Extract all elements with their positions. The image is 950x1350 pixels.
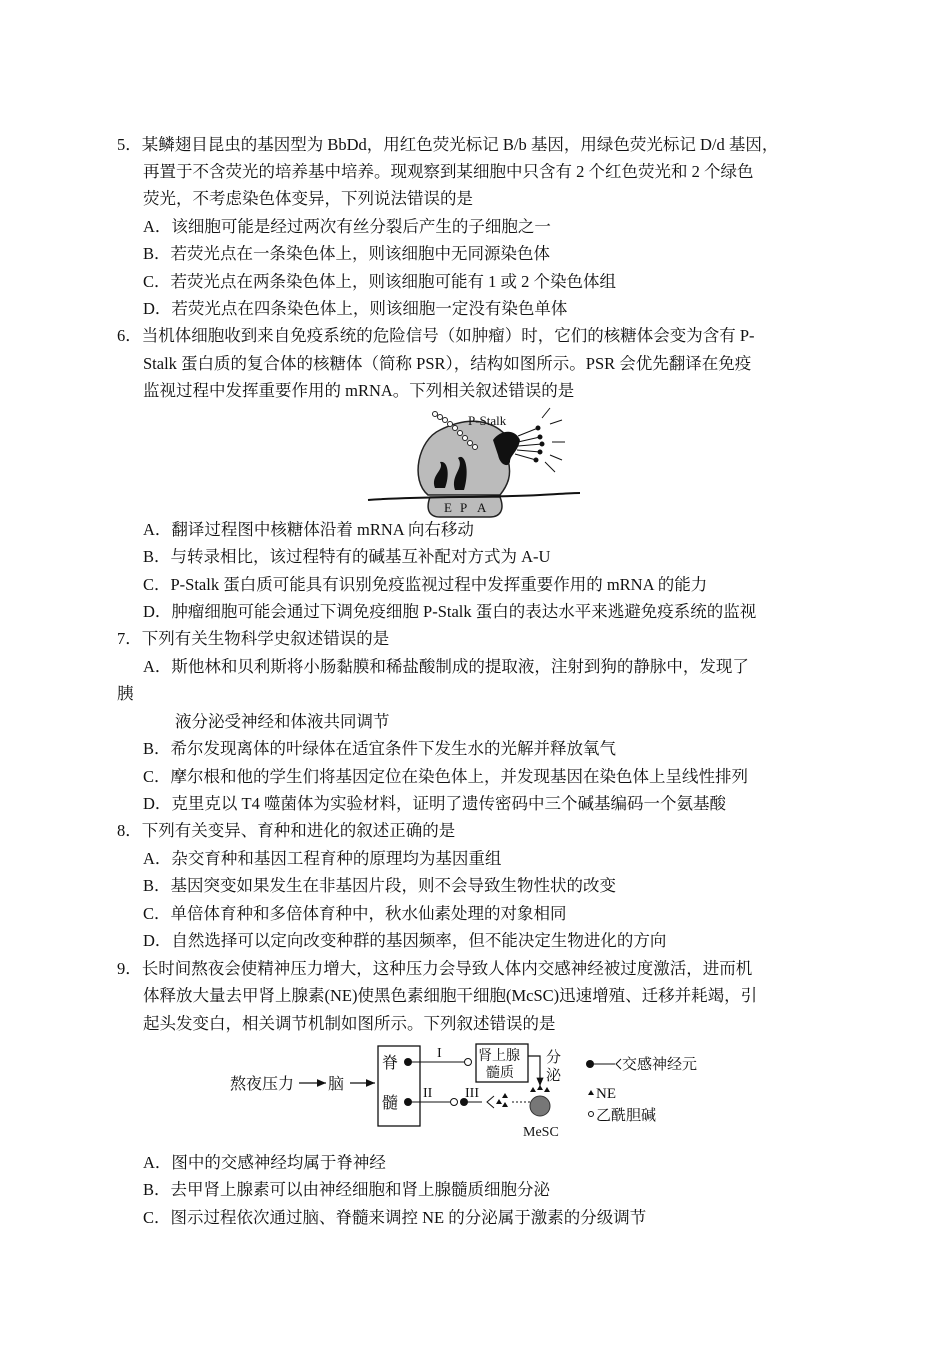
option-a: A．翻译过程图中核糖体沿着 mRNA 向右移动 <box>143 520 474 539</box>
legend-ne-label: NE <box>596 1086 616 1102</box>
secrete-label-1: 分 <box>546 1050 562 1066</box>
pathway-iii-label: III <box>465 1086 479 1101</box>
pathway-ii-label: II <box>423 1086 433 1101</box>
p-site-label: P <box>460 500 468 515</box>
question-text: 9．长时间熬夜会使精神压力增大，这种压力会导致人体内交感神经被过度激活，进而机 <box>117 959 753 978</box>
option-c: C．P-Stalk 蛋白质可能具有识别免疫监视过程中发挥重要作用的 mRNA 的能力 <box>143 575 708 594</box>
secrete-label-2: 泌 <box>546 1068 562 1084</box>
option-b: B．基因突变如果发生在非基因片段，则不会导致生物性状的改变 <box>143 876 617 895</box>
question-text: 监视过程中发挥重要作用的 mRNA。下列相关叙述错误的是 <box>143 381 575 400</box>
question-text: 6．当机体细胞收到来自免疫系统的危险信号（如肿瘤）时，它们的核糖体会变为含有 P- <box>117 326 755 345</box>
option-d: D．肿瘤细胞可能会通过下调免疫细胞 P-Stalk 蛋白的表达水平来逃避免疫系统的监视 <box>143 602 757 621</box>
question-text: 荧光，不考虑染色体变异，下列说法错误的是 <box>143 189 473 208</box>
option-d: D．若荧光点在四条染色体上，则该细胞一定没有染色单体 <box>143 299 568 318</box>
p-stalk-label: P-Stalk <box>468 413 507 428</box>
option-b: B．若荧光点在一条染色体上，则该细胞中无同源染色体 <box>143 244 551 263</box>
option-d: D．自然选择可以定向改变种群的基因频率，但不能决定生物进化的方向 <box>143 931 667 950</box>
option-a: A．该细胞可能是经过两次有丝分裂后产生的子细胞之一 <box>143 217 551 236</box>
spine-label-1: 脊 <box>382 1055 399 1072</box>
question-text: 体释放大量去甲肾上腺素(NE)使黑色素细胞干细胞(McSC)迅速增殖、迁移并耗竭，引 <box>143 986 758 1005</box>
option-b: B．去甲肾上腺素可以由神经细胞和肾上腺髓质细胞分泌 <box>143 1180 551 1199</box>
option-d: D．克里克以 T4 噬菌体为实验材料，证明了遗传密码中三个碱基编码一个氨基酸 <box>143 794 726 813</box>
question-text: 起头发变白，相关调节机制如图所示。下列叙述错误的是 <box>143 1014 556 1033</box>
option-a: A．图中的交感神经均属于脊神经 <box>143 1153 386 1172</box>
question-text: Stalk 蛋白质的复合体的核糖体（简称 PSR），结构如图所示。PSR 会优先翻译在免疫 <box>143 354 752 373</box>
option-c: C．摩尔根和他的学生们将基因定位在染色体上，并发现基因在染色体上呈线性排列 <box>143 767 749 786</box>
regulation-diagram <box>220 1040 730 1140</box>
option-a-wrap: 胰 <box>117 684 134 703</box>
option-c: C．单倍体育种和多倍体育种中，秋水仙素处理的对象相同 <box>143 904 567 923</box>
mesc-cell <box>530 1096 550 1116</box>
adrenal-label-1: 肾上腺 <box>478 1049 520 1064</box>
option-c: C．图示过程依次通过脑、脊髓来调控 NE 的分泌属于激素的分级调节 <box>143 1208 647 1227</box>
ribosome-figure <box>360 400 620 520</box>
legend-ach-label: 乙酰胆碱 <box>596 1108 657 1124</box>
a-site-label: A <box>477 500 487 515</box>
p-stalk-arms <box>515 408 565 472</box>
legend-neuron-label: 交感神经元 <box>622 1057 698 1073</box>
question-text: 5．某鳞翅目昆虫的基因型为 BbDd，用红色荧光标记 B/b 基因，用绿色荧光标记 D/d 基因， <box>117 135 779 154</box>
e-site-label: E <box>444 500 452 515</box>
question-text: 7．下列有关生物科学史叙述错误的是 <box>117 629 390 648</box>
stress-label: 熬夜压力 <box>230 1076 295 1093</box>
option-b: B．与转录相比，该过程特有的碱基互补配对方式为 A-U <box>143 547 551 566</box>
option-a: A．斯他林和贝利斯将小肠黏膜和稀盐酸制成的提取液，注射到狗的静脉中，发现了 <box>143 657 749 676</box>
adrenal-label-2: 髓质 <box>486 1066 514 1081</box>
option-a: A．杂交育种和基因工程育种的原理均为基因重组 <box>143 849 502 868</box>
option-c: C．若荧光点在两条染色体上，则该细胞可能有 1 或 2 个染色体组 <box>143 272 617 291</box>
question-text: 8．下列有关变异、育种和进化的叙述正确的是 <box>117 821 456 840</box>
spine-label-2: 髓 <box>382 1095 399 1112</box>
pathway-i-label: I <box>437 1046 442 1061</box>
mesc-label: MeSC <box>523 1125 559 1140</box>
option-b: B．希尔发现离体的叶绿体在适宜条件下发生水的光解并释放氧气 <box>143 739 617 758</box>
question-text: 再置于不含荧光的培养基中培养。现观察到某细胞中只含有 2 个红色荧光和 2 个绿色 <box>143 162 754 181</box>
brain-label: 脑 <box>328 1076 345 1093</box>
option-a-cont: 液分泌受神经和体液共同调节 <box>175 712 390 731</box>
